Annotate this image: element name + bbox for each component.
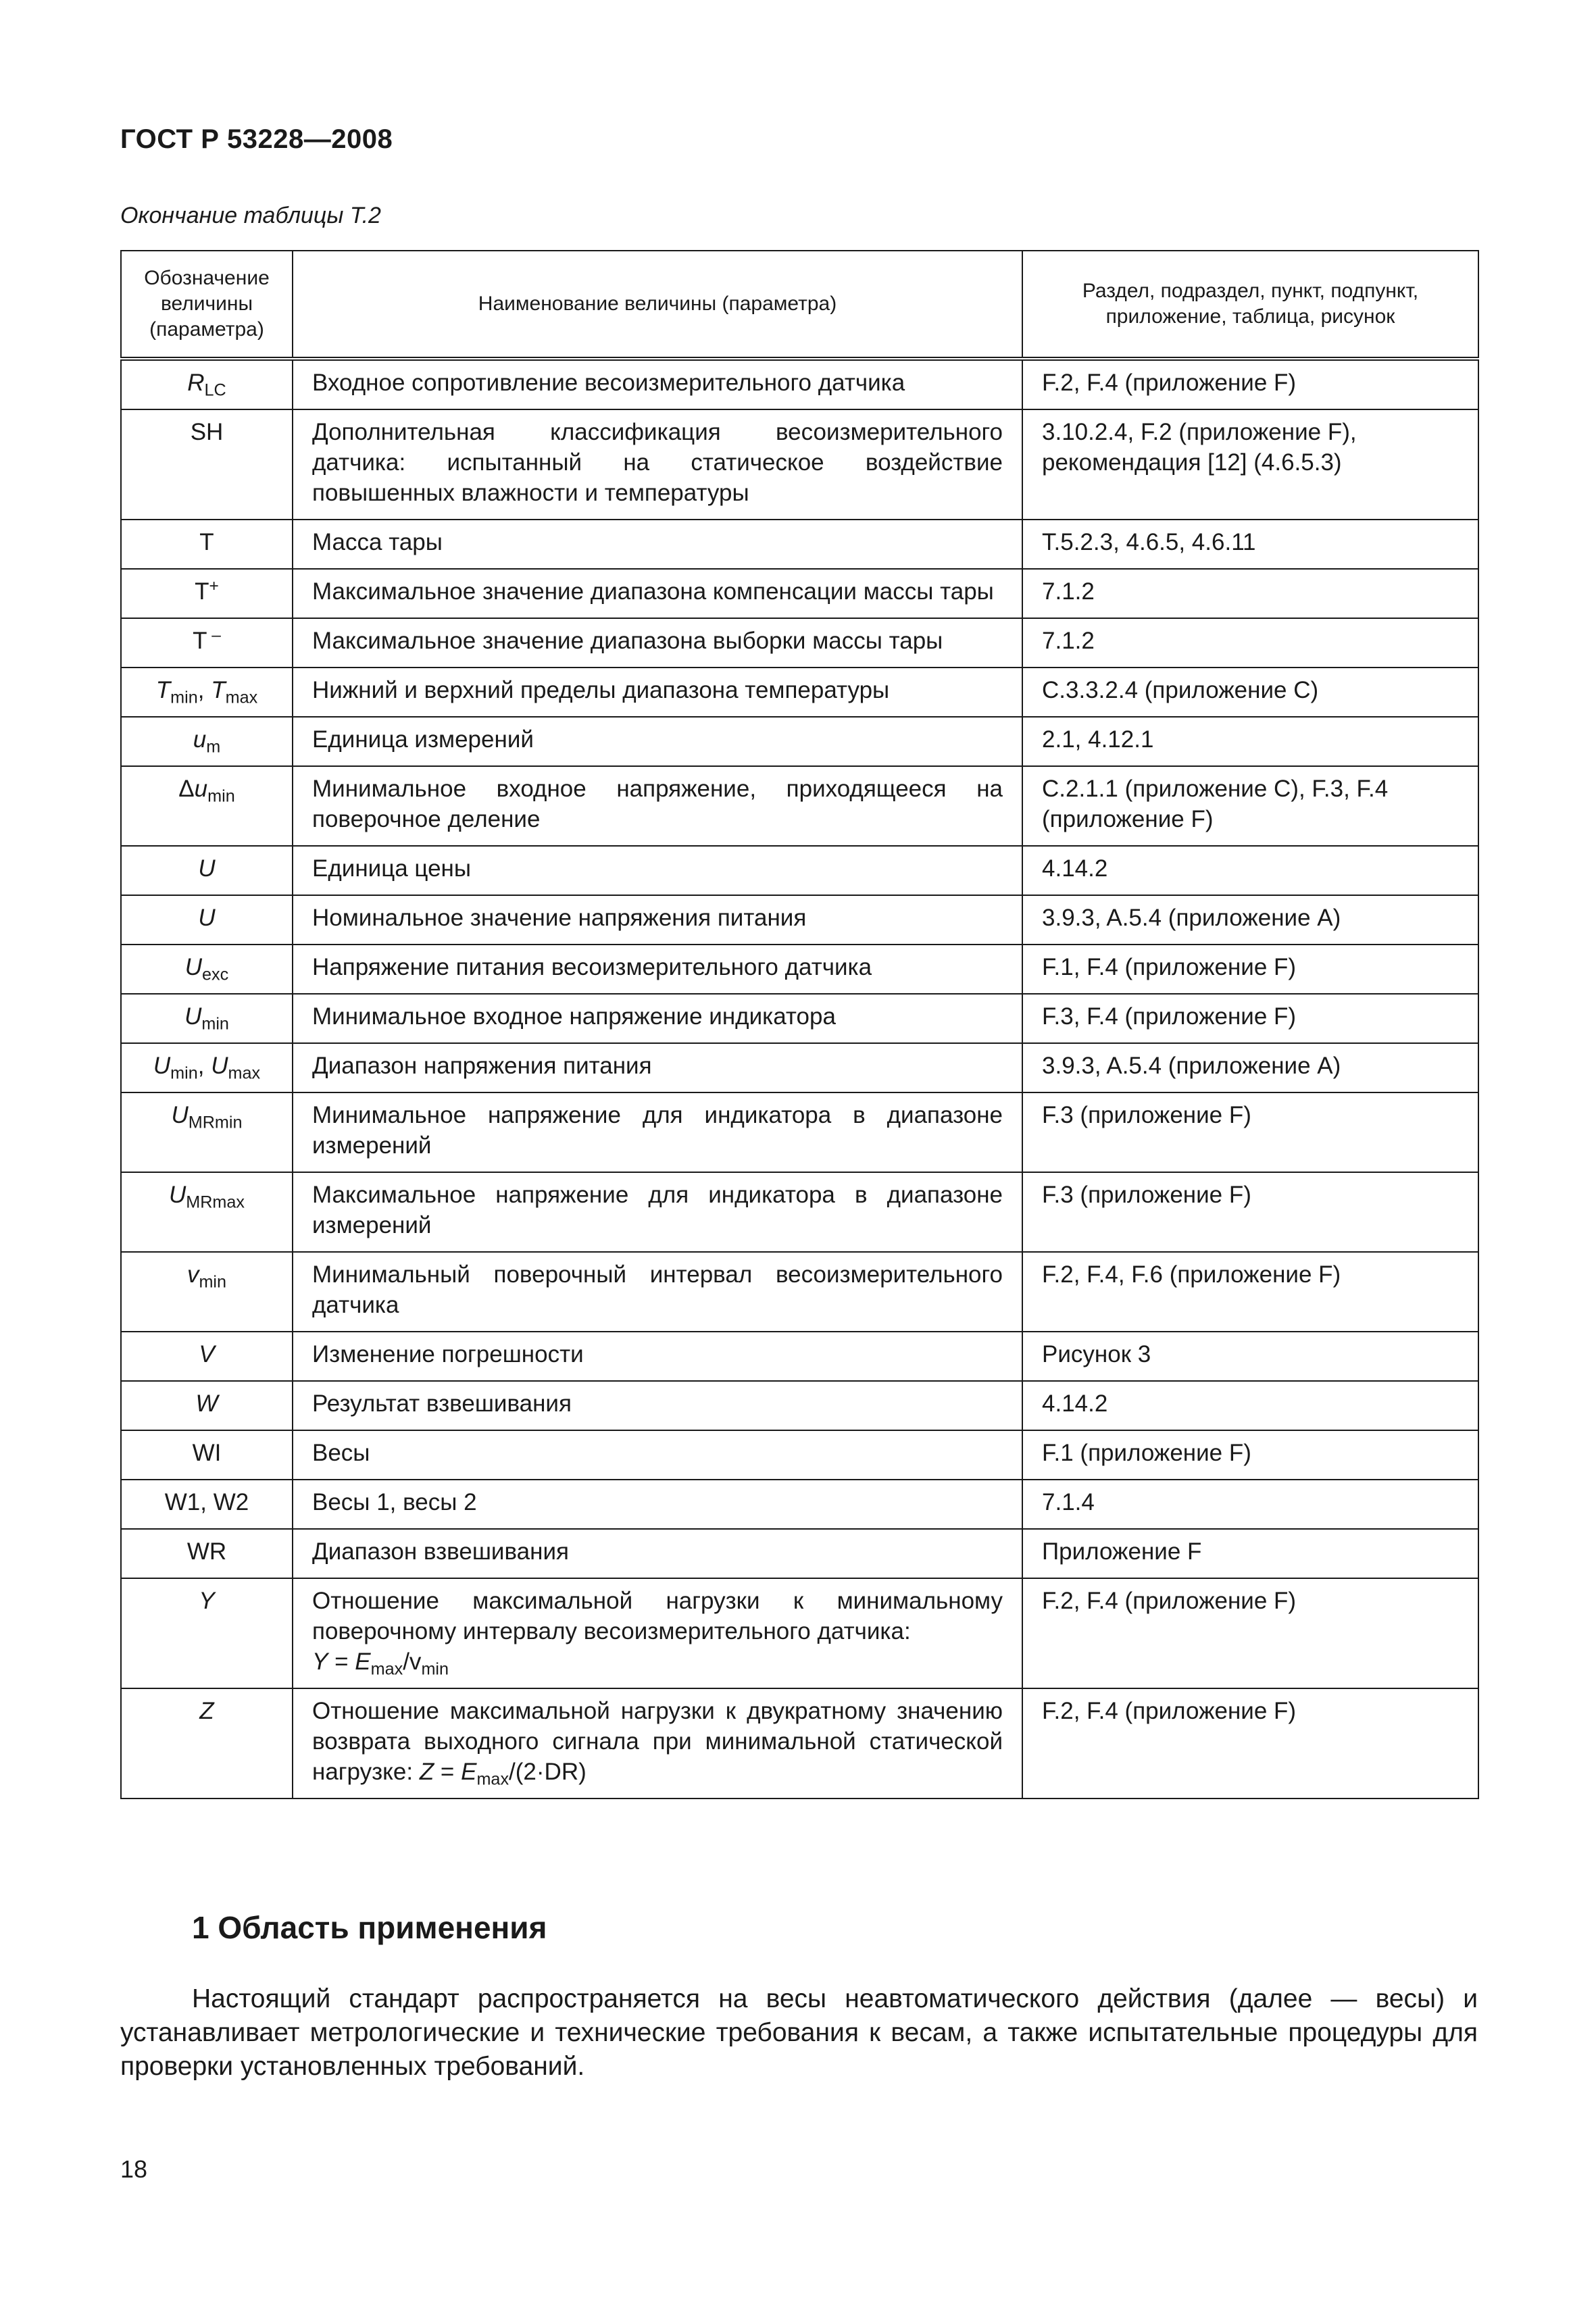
table-row bbox=[121, 520, 1478, 569]
cell-name: Минимальное входное напряжение индикатора bbox=[293, 994, 1022, 1043]
cell-reference: 7.1.4 bbox=[1022, 1480, 1478, 1529]
cell-reference: F.2, F.4 (приложение F) bbox=[1022, 1688, 1478, 1799]
cell-name: Единица измерений bbox=[293, 717, 1022, 766]
cell-name: Единица цены bbox=[293, 846, 1022, 895]
table-row bbox=[121, 1480, 1478, 1529]
cell-symbol: $R_{LC}$ bbox=[121, 359, 293, 409]
cell-symbol: $U_{exc}$ bbox=[121, 945, 293, 994]
cell-name: Минимальный поверочный интервал весоизмерительного датчика bbox=[293, 1252, 1022, 1332]
cell-name: Диапазон напряжения питания bbox=[293, 1043, 1022, 1092]
cell-symbol: V bbox=[121, 1332, 293, 1381]
cell-name: Масса тары bbox=[293, 520, 1022, 569]
section-paragraph: Настоящий стандарт распространяется на весы неавтоматического действия (далее — весы) и устанавливает метрологические и технические требования к весам, а также испытательные процедуры для проверки установленных требований. bbox=[120, 1984, 1478, 2081]
cell-reference: F.2, F.4 (приложение F) bbox=[1022, 1578, 1478, 1688]
cell-symbol: U bbox=[121, 846, 293, 895]
table-row bbox=[121, 1092, 1478, 1172]
cell-symbol: WR bbox=[121, 1529, 293, 1578]
cell-reference: F.2, F.4 (приложение F) bbox=[1022, 359, 1478, 409]
cell-symbol: $u_m$ bbox=[121, 717, 293, 766]
column-header-reference: Раздел, подраздел, пункт, подпункт, приложение, таблица, рисунок bbox=[1022, 251, 1478, 359]
table-caption: Окончание таблицы Т.2 bbox=[120, 203, 381, 228]
table-row bbox=[121, 569, 1478, 618]
document-code: ГОСТ Р 53228—2008 bbox=[120, 124, 393, 154]
cell-reference: 7.1.2 bbox=[1022, 569, 1478, 618]
table-row bbox=[121, 994, 1478, 1043]
table-row bbox=[121, 1252, 1478, 1332]
table-row bbox=[121, 1688, 1478, 1799]
table-row bbox=[121, 945, 1478, 994]
cell-reference: C.3.3.2.4 (приложение C) bbox=[1022, 668, 1478, 717]
table-row bbox=[121, 1578, 1478, 1688]
cell-symbol: W1, W2 bbox=[121, 1480, 293, 1529]
table-row bbox=[121, 717, 1478, 766]
cell-name: Номинальное значение напряжения питания bbox=[293, 895, 1022, 945]
cell-symbol: U bbox=[121, 895, 293, 945]
cell-reference: 2.1, 4.12.1 bbox=[1022, 717, 1478, 766]
cell-symbol: W bbox=[121, 1381, 293, 1430]
cell-symbol: WI bbox=[121, 1430, 293, 1480]
table-row bbox=[121, 1332, 1478, 1381]
cell-reference: Рисунок 3 bbox=[1022, 1332, 1478, 1381]
table-row bbox=[121, 1529, 1478, 1578]
table-row bbox=[121, 618, 1478, 668]
cell-name: Весы bbox=[293, 1430, 1022, 1480]
symbols-table bbox=[120, 250, 1479, 1799]
cell-symbol: $\Delta u_{min}$ bbox=[121, 766, 293, 846]
cell-symbol: $v_{min}$ bbox=[121, 1252, 293, 1332]
cell-name: Нижний и верхний пределы диапазона температуры bbox=[293, 668, 1022, 717]
table-row bbox=[121, 1430, 1478, 1480]
cell-name: Максимальное значение диапазона компенсации массы тары bbox=[293, 569, 1022, 618]
cell-reference: F.3 (приложение F) bbox=[1022, 1092, 1478, 1172]
table-body bbox=[121, 359, 1478, 1799]
table-row bbox=[121, 409, 1478, 520]
table-row bbox=[121, 1172, 1478, 1252]
cell-name: Отношение максимальной нагрузки к двукратному значению возврата выходного сигнала при минимальной статической нагрузке: $Z = E_{max}/(2\cdot DR)$ bbox=[293, 1688, 1022, 1799]
cell-reference: 7.1.2 bbox=[1022, 618, 1478, 668]
cell-name: Диапазон взвешивания bbox=[293, 1529, 1022, 1578]
cell-symbol: T bbox=[121, 520, 293, 569]
cell-reference: C.2.1.1 (приложение C), F.3, F.4 (приложение F) bbox=[1022, 766, 1478, 846]
cell-symbol: T – bbox=[121, 618, 293, 668]
cell-symbol: $U_{min}$ bbox=[121, 994, 293, 1043]
cell-symbol: SH bbox=[121, 409, 293, 520]
table-row bbox=[121, 359, 1478, 409]
table-row bbox=[121, 1381, 1478, 1430]
cell-name: Минимальное входное напряжение, приходящееся на поверочное деление bbox=[293, 766, 1022, 846]
column-header-name: Наименование величины (параметра) bbox=[293, 251, 1022, 359]
table-row bbox=[121, 1043, 1478, 1092]
cell-reference: 3.10.2.4, F.2 (приложение F), рекомендация [12] (4.6.5.3) bbox=[1022, 409, 1478, 520]
table-row bbox=[121, 668, 1478, 717]
cell-symbol: $U_{MRmin}$ bbox=[121, 1092, 293, 1172]
table-row bbox=[121, 846, 1478, 895]
cell-reference: Приложение F bbox=[1022, 1529, 1478, 1578]
cell-symbol: Z bbox=[121, 1688, 293, 1799]
cell-reference: F.2, F.4, F.6 (приложение F) bbox=[1022, 1252, 1478, 1332]
cell-reference: T.5.2.3, 4.6.5, 4.6.11 bbox=[1022, 520, 1478, 569]
cell-name: Дополнительная классификация весоизмерительного датчика: испытанный на статическое воздействие повышенных влажности и температуры bbox=[293, 409, 1022, 520]
cell-symbol: $T_{min}$, $T_{max}$ bbox=[121, 668, 293, 717]
table-row bbox=[121, 895, 1478, 945]
cell-name: Максимальное напряжение для индикатора в диапазоне измерений bbox=[293, 1172, 1022, 1252]
cell-reference: F.3 (приложение F) bbox=[1022, 1172, 1478, 1252]
cell-symbol: $U_{min}$, $U_{max}$ bbox=[121, 1043, 293, 1092]
cell-reference: 4.14.2 bbox=[1022, 1381, 1478, 1430]
cell-symbol: T+ bbox=[121, 569, 293, 618]
page-number: 18 bbox=[120, 2155, 148, 2183]
cell-reference: F.1 (приложение F) bbox=[1022, 1430, 1478, 1480]
cell-name: Изменение погрешности bbox=[293, 1332, 1022, 1381]
cell-name: Отношение максимальной нагрузки к минимальному поверочному интервалу весоизмерительного датчика: $Y = E_{max}/v_{min}$ bbox=[293, 1578, 1022, 1688]
cell-reference: F.3, F.4 (приложение F) bbox=[1022, 994, 1478, 1043]
cell-name: Минимальное напряжение для индикатора в диапазоне измерений bbox=[293, 1092, 1022, 1172]
cell-reference: 3.9.3, A.5.4 (приложение A) bbox=[1022, 895, 1478, 945]
section-title: 1 Область применения bbox=[192, 1910, 547, 1945]
cell-name: Весы 1, весы 2 bbox=[293, 1480, 1022, 1529]
column-header-symbol: Обозначение величины (параметра) bbox=[121, 251, 293, 359]
cell-reference: 3.9.3, A.5.4 (приложение A) bbox=[1022, 1043, 1478, 1092]
table-row bbox=[121, 766, 1478, 846]
cell-name: Результат взвешивания bbox=[293, 1381, 1022, 1430]
cell-symbol: $U_{MRmax}$ bbox=[121, 1172, 293, 1252]
cell-symbol: Y bbox=[121, 1578, 293, 1688]
cell-name: Максимальное значение диапазона выборки массы тары bbox=[293, 618, 1022, 668]
cell-name: Входное сопротивление весоизмерительного датчика bbox=[293, 359, 1022, 409]
cell-reference: F.1, F.4 (приложение F) bbox=[1022, 945, 1478, 994]
table-header-row bbox=[121, 251, 1478, 359]
cell-name: Напряжение питания весоизмерительного датчика bbox=[293, 945, 1022, 994]
cell-reference: 4.14.2 bbox=[1022, 846, 1478, 895]
